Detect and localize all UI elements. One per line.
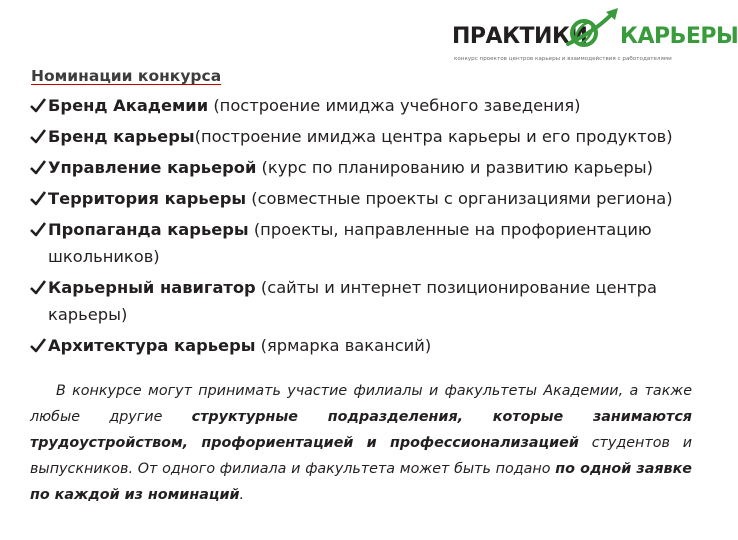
list-item <box>30 216 720 270</box>
info-paragraph <box>30 378 692 508</box>
checkmark-icon <box>30 191 46 205</box>
logo-emblem-icon <box>560 8 622 54</box>
list-item <box>30 92 720 119</box>
nomination-desc: (курс по планированию и развитию карьеры) <box>256 158 653 177</box>
logo <box>452 8 738 66</box>
logo-word-karery: КАРЬЕРЫ <box>620 24 738 49</box>
list-item <box>30 274 720 328</box>
checkmark-icon <box>30 280 46 294</box>
list-item <box>30 154 720 181</box>
nomination-desc: (построение имиджа центра карьеры и его продуктов) <box>194 127 673 146</box>
nomination-desc: (построение имиджа учебного заведения) <box>208 96 581 115</box>
nomination-name: Бренд Академии <box>48 96 209 115</box>
page-heading: Номинации конкурса <box>31 67 222 85</box>
checkmark-icon <box>30 160 46 174</box>
nomination-name: Архитектура карьеры <box>48 336 256 355</box>
nomination-desc: (ярмарка вакансий) <box>255 336 432 355</box>
paragraph-text: студентов и выпускников. От одного филиала и факультета может быть подано <box>30 435 692 477</box>
list-item <box>30 123 720 150</box>
list-item <box>30 332 720 359</box>
logo-word-praktiki: ПРАКТИКИ <box>452 24 588 49</box>
checkmark-icon <box>30 338 46 352</box>
paragraph-text: В конкурсе могут принимать участие филиалы и факультеты Академии, а также любые другие <box>30 383 692 425</box>
paragraph-text: . <box>239 487 245 503</box>
paragraph-bold-text: структурные подразделения, которые занимаются трудоустройством, профориентацией и профессионализацией <box>30 409 692 451</box>
checkmark-icon <box>30 129 46 143</box>
nomination-desc: (сайты и интернет позиционирование центра карьеры) <box>48 278 657 324</box>
nomination-desc: (совместные проекты с организациями региона) <box>246 189 673 208</box>
checkmark-icon <box>30 98 46 112</box>
nomination-name: Пропаганда карьеры <box>48 220 249 239</box>
nomination-name: Карьерный навигатор <box>48 278 256 297</box>
list-item <box>30 185 720 212</box>
nomination-desc: (проекты, направленные на профориентацию школьников) <box>48 220 652 266</box>
nomination-name: Управление карьерой <box>48 158 257 177</box>
checkmark-icon <box>30 222 46 236</box>
nomination-name: Бренд карьеры <box>48 127 195 146</box>
nomination-name: Территория карьеры <box>48 189 247 208</box>
logo-subtitle: конкурс проектов центров карьеры и взаимодействия с работодателями <box>454 56 672 62</box>
nominations-list <box>30 92 720 363</box>
paragraph-bold-text: по одной заявке по каждой из номинаций <box>30 461 692 503</box>
